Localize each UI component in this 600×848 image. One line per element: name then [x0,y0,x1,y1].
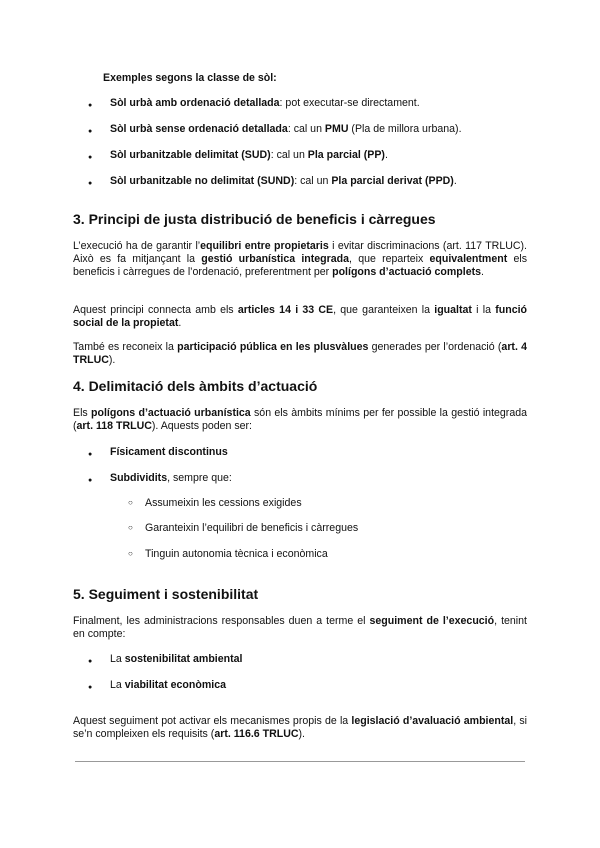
sub-list-item: ○ Garanteixin l’equilibri de beneficis i càrregues [128,522,358,534]
list-item: ● Sòl urbà sense ordenació detallada: cal un PMU (Pla de millora urbana). [88,123,462,136]
paragraph: Finalment, les administracions responsables duen a terme el seguiment de l’execució, tenint en compte: [73,615,527,641]
list-item: ● Sòl urbà amb ordenació detallada: pot executar-se directament. [88,97,420,110]
examples-title: Exemples segons la classe de sòl: [103,72,277,84]
list-item: ● Subdividits, sempre que: [88,472,232,485]
section-heading: 4. Delimitació dels àmbits d’actuació [73,378,318,394]
list-item: ● La sostenibilitat ambiental [88,653,242,666]
list-item: ● Sòl urbanitzable no delimitat (SUND): cal un Pla parcial derivat (PPD). [88,175,457,188]
horizontal-divider [75,761,525,762]
list-item: ● La viabilitat econòmica [88,679,226,692]
list-item: ● Físicament discontinus [88,446,228,459]
sub-list-item: ○ Assumeixin les cessions exigides [128,497,302,509]
section-heading: 3. Principi de justa distribució de beneficis i càrregues [73,211,436,227]
paragraph: Els polígons d’actuació urbanística són els àmbits mínims per fer possible la gestió integrada (art. 118 TRLUC). Aquests poden ser: [73,407,527,433]
sub-list-item: ○ Tinguin autonomia tècnica i econòmica [128,548,328,560]
paragraph: També es reconeix la participació pública en les plusvàlues generades per l’ordenació (art. 4 TRLUC). [73,341,528,367]
section-heading: 5. Seguiment i sostenibilitat [73,586,259,602]
paragraph: Aquest principi connecta amb els articles 14 i 33 CE, que garanteixen la igualtat i la funció social de la propietat. [73,304,527,330]
paragraph: L’execució ha de garantir l’equilibri entre propietaris i evitar discriminacions (art. 117 TRLUC). Això es fa mitjançant la gestió urbanística integrada, que reparteix equivalentment els beneficis i càrregues de l’ordenació, preferentment per polígons d’actuació complets. [73,240,527,279]
paragraph: Aquest seguiment pot activar els mecanismes propis de la legislació d’avaluació ambiental, si se’n compleixen els requisits (art. 116.6 TRLUC). [73,715,528,741]
list-item: ● Sòl urbanitzable delimitat (SUD): cal un Pla parcial (PP). [88,149,388,162]
